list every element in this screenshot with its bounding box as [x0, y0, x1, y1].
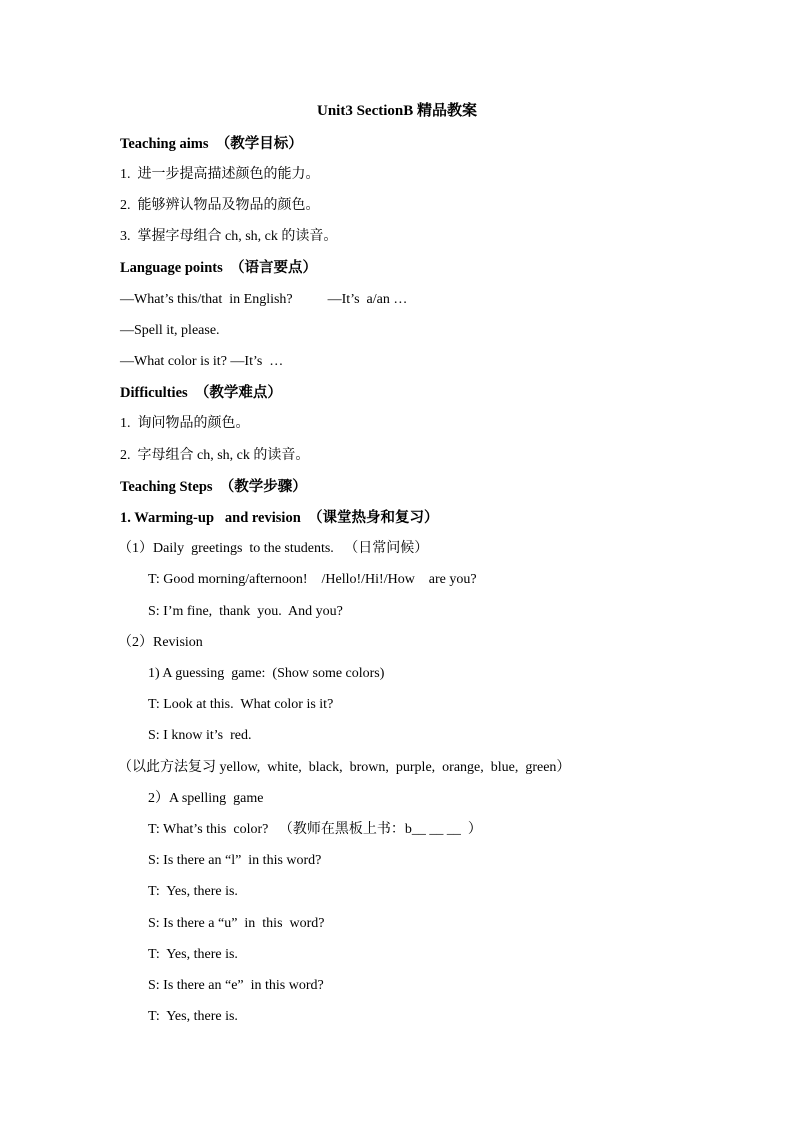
warming-up-heading: 1. Warming-up and revision （课堂热身和复习）	[120, 510, 439, 526]
difficulties-item-2: 2. 字母组合 ch, sh, ck 的读音。	[120, 448, 310, 463]
step-line: T: Yes, there is.	[148, 947, 238, 962]
step-line: 2）A spelling game	[148, 791, 264, 806]
difficulties-item-1: 1. 询问物品的颜色。	[120, 416, 250, 431]
aims-item-1: 1. 进一步提高描述颜色的能力。	[120, 167, 320, 182]
step-line-revision: （2）Revision	[118, 635, 203, 650]
step-line: S: Is there an “e” in this word?	[148, 978, 324, 993]
step-line: S: I know it’s red.	[148, 728, 252, 743]
language-item-3: —What color is it? —It’s …	[120, 354, 284, 369]
step-line: T: Good morning/afternoon! /Hello!/Hi!/How are you?	[148, 572, 477, 587]
step-line: T: Look at this. What color is it?	[148, 697, 334, 712]
step-line: T: Yes, there is.	[148, 1009, 238, 1024]
language-points-heading: Language points （语言要点）	[120, 260, 317, 276]
step-line: T: What’s this color? （教师在黑板上书：b__ __ __ ）	[148, 822, 482, 837]
teaching-aims-heading: Teaching aims （教学目标）	[120, 136, 303, 152]
language-item-1: —What’s this/that in English? —It’s a/an …	[120, 292, 408, 307]
language-item-2: —Spell it, please.	[120, 323, 220, 338]
step-line: T: Yes, there is.	[148, 884, 238, 899]
aims-item-2: 2. 能够辨认物品及物品的颜色。	[120, 198, 320, 213]
difficulties-heading: Difficulties （教学难点）	[120, 385, 282, 401]
document-title: Unit3 SectionB 精品教案	[316, 103, 477, 119]
step-line: S: Is there a “u” in this word?	[148, 916, 325, 931]
teaching-steps-heading: Teaching Steps （教学步骤）	[120, 479, 307, 495]
step-line: 1) A guessing game: (Show some colors)	[148, 666, 385, 681]
step-line: S: I’m fine, thank you. And you?	[148, 604, 343, 619]
step-line-greetings: （1）Daily greetings to the students. （日常问候）	[118, 541, 429, 556]
aims-item-3: 3. 掌握字母组合 ch, sh, ck 的读音。	[120, 229, 338, 244]
step-line-review-note: （以此方法复习 yellow, white, black, brown, purple, orange, blue, green）	[118, 760, 571, 775]
step-line: S: Is there an “l” in this word?	[148, 853, 322, 868]
